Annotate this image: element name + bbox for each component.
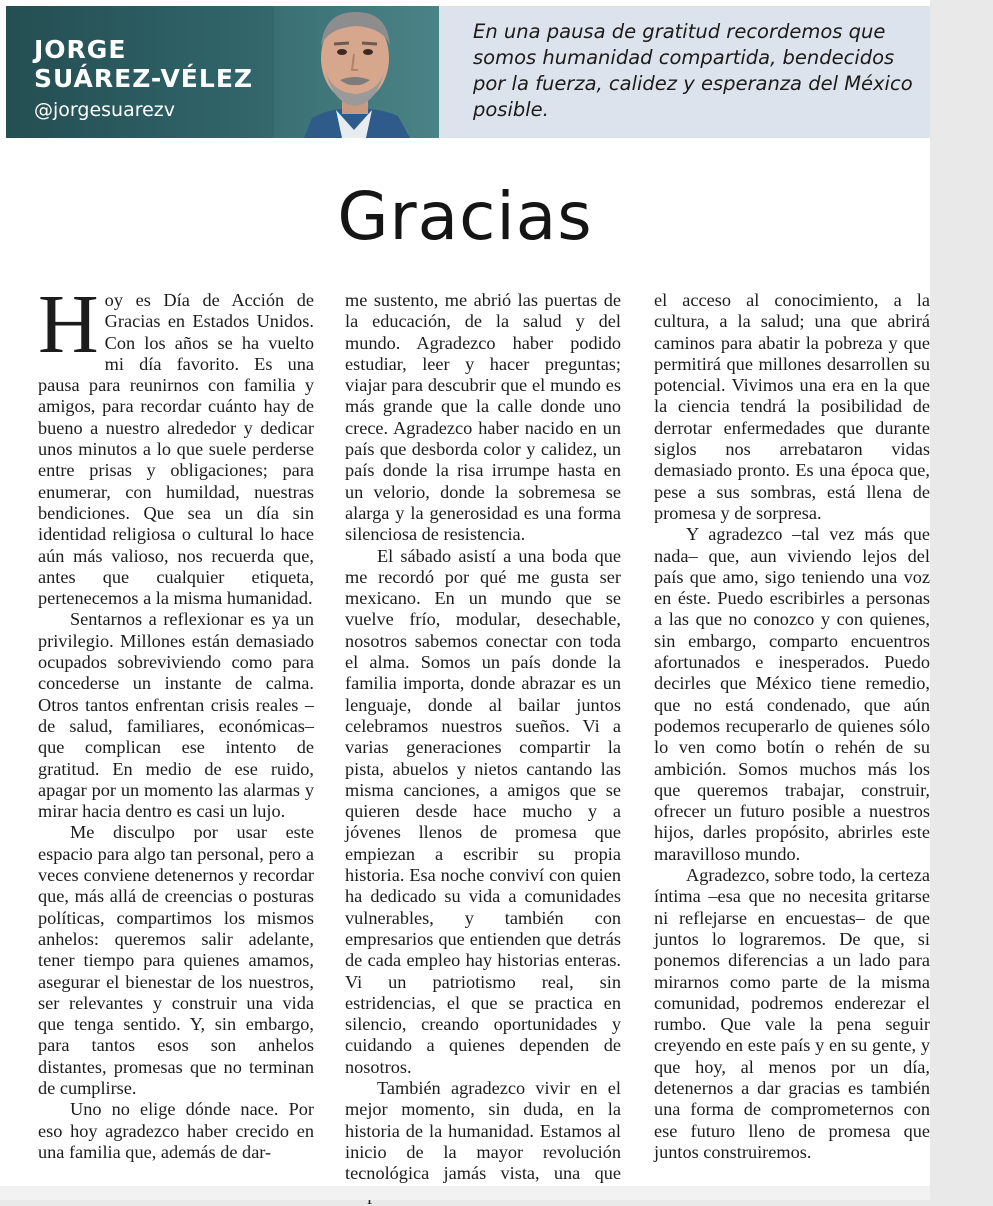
author-name bbox=[34, 35, 294, 93]
drop-cap: H bbox=[38, 278, 99, 371]
paragraph-text: oy es Día de Acción de Gracias en Estados Unidos. Con los años se ha vuelto mi día favorito. Es una pausa para reunirnos con familia y amigos, para recordar cuánto hay de bueno a nuestro alrededor y dedicar unos minutos a lo que suele perderse entre prisas y obligaciones; para enumerar, con humildad, nuestras bendiciones. Que sea un día sin identidad religiosa o cultural lo hace aún más valioso, nos recuerda que, antes que cualquier etiqueta, pertenecemos a la misma humanidad. bbox=[38, 290, 314, 609]
paragraph: El sábado asistí a una boda que me recordó por qué me gusta ser mexicano. En un mundo que se vuelve frío, modular, desechable, nosotros sabemos conectar con toda el alma. Somos un país donde la familia importa, donde abrazar es un lenguaje, donde al bailar juntos celebramos nuestros sueños. Vi a varias generaciones compartir la pista, abuelos y nietos cantando las misma canciones, a amigos que se quieren desde hace mucho y a jóvenes llenos de promesa que empiezan a escribir su propia historia. Esa noche conviví con quien ha dedicado su vida a comunidades vulnerables, y también con empresarios que entienden que detrás de cada empleo hay historias enteras. Vi un patriotismo real, sin estridencias, el que se practica en silencio, creando oportunidades y cuidando a quienes dependen de nosotros. bbox=[345, 545, 621, 1077]
page-margin bbox=[930, 0, 993, 1200]
pull-quote: En una pausa de gratitud recordemos que somos humanidad compartida, bendecidos por la fuerza, calidez y esperanza del México posible. bbox=[473, 20, 913, 121]
article-column-3 bbox=[654, 290, 930, 1163]
paragraph: Uno no elige dónde nace. Por eso hoy agradezco haber crecido en una familia que, además de dar- bbox=[38, 1099, 314, 1162]
column-header bbox=[6, 6, 930, 138]
paragraph: Sentarnos a reflexionar es ya un privilegio. Millones están demasiado ocupados sobreviviendo como para concederse un instante de calma. Otros tantos enfrentan crisis reales –de salud, familiares, económicas– que complican ese intento de gratitud. En medio de ese ruido, apagar por un momento las alarmas y mirar hacia dentro es casi un lujo. bbox=[38, 609, 314, 822]
article-column-1 bbox=[38, 278, 314, 1163]
author-handle: @jorgesuarezv bbox=[34, 99, 176, 121]
paragraph: Y agradezco –tal vez más que nada– que, aun viviendo lejos del país que amo, sigo teniendo una voz en éste. Puedo escribirles a personas a las que no conozco y con quienes, sin embargo, comparto encuentros afortunados e inesperados. Puedo decirles que México tiene remedio, que no está condenado, que aún podemos recuperarlo de quienes sólo lo ven como botín o rehén de su ambición. Somos muchos más los que queremos trabajar, construir, ofrecer un futuro posible a nuestros hijos, darles propósito, abrirles este maravilloso mundo. bbox=[654, 524, 930, 864]
paragraph: Agradezco, sobre todo, la certeza íntima –esa que no necesita gritarse ni reflejarse en encuestas– de que juntos lo lograremos. De que, si ponemos diferencias a un lado para mirarnos como parte de la misma comunidad, podremos enderezar el rumbo. Que vale la pena seguir creyendo en este país y en su gente, y que hoy, al menos por un día, detenernos a dar gracias es también una forma de comprometernos con ese futuro lleno de promesa que juntos construiremos. bbox=[654, 865, 930, 1162]
author-banner bbox=[6, 6, 439, 138]
paragraph: el acceso al conocimiento, a la cultura, a la salud; una que abrirá caminos para abatir la pobreza y que permitirá que millones desarrollen su potencial. Vivimos una era en la que la ciencia tendrá la posibilidad de derrotar enfermedades que durante siglos nos arrebataron vidas demasiado pronto. Es una época que, pese a sus sombras, está llena de promesa y de sorpresa. bbox=[654, 290, 930, 523]
paragraph: También agradezco vivir en el mejor momento, sin duda, en la historia de la humanidad. Estamos al inicio de la mayor revolución tecnológica jamás vista, una que bbox=[345, 1077, 621, 1184]
author-last-name: SUÁREZ-VÉLEZ bbox=[34, 64, 254, 93]
paragraph: me sustento, me abrió las puertas de la educación, de la salud y del mundo. Agradezco haber podido estudiar, leer y hacer preguntas; viajar para descubrir que el mundo es más grande que la calle donde uno crece. Agradezco haber nacido en un país que desborda color y calidez, un país donde la risa irrumpe hasta en un velorio, donde la sobremesa se alarga y la generosidad es una forma silenciosa de resistencia. bbox=[345, 290, 621, 545]
article-title: Gracias bbox=[337, 178, 593, 255]
paragraph: Me disculpo por usar este espacio para algo tan personal, pero a veces conviene detenernos y recordar que, más allá de creencias o posturas políticas, compartimos los mismos anhelos: queremos salir adelante, tener tiempo para quienes amamos, asegurar el bienestar de los nuestros, ser relevantes y construir una vida que tenga sentido. Y, sin embargo, para tantos esos son anhelos distantes, promesas que no terminan de cumplirse. bbox=[38, 822, 314, 1098]
author-first-name: JORGE bbox=[34, 35, 127, 64]
pull-quote-panel bbox=[439, 6, 930, 138]
page-bottom-edge bbox=[0, 1186, 930, 1200]
author-portrait bbox=[274, 6, 439, 138]
article-column-2 bbox=[345, 290, 621, 1206]
paragraph bbox=[38, 278, 314, 609]
